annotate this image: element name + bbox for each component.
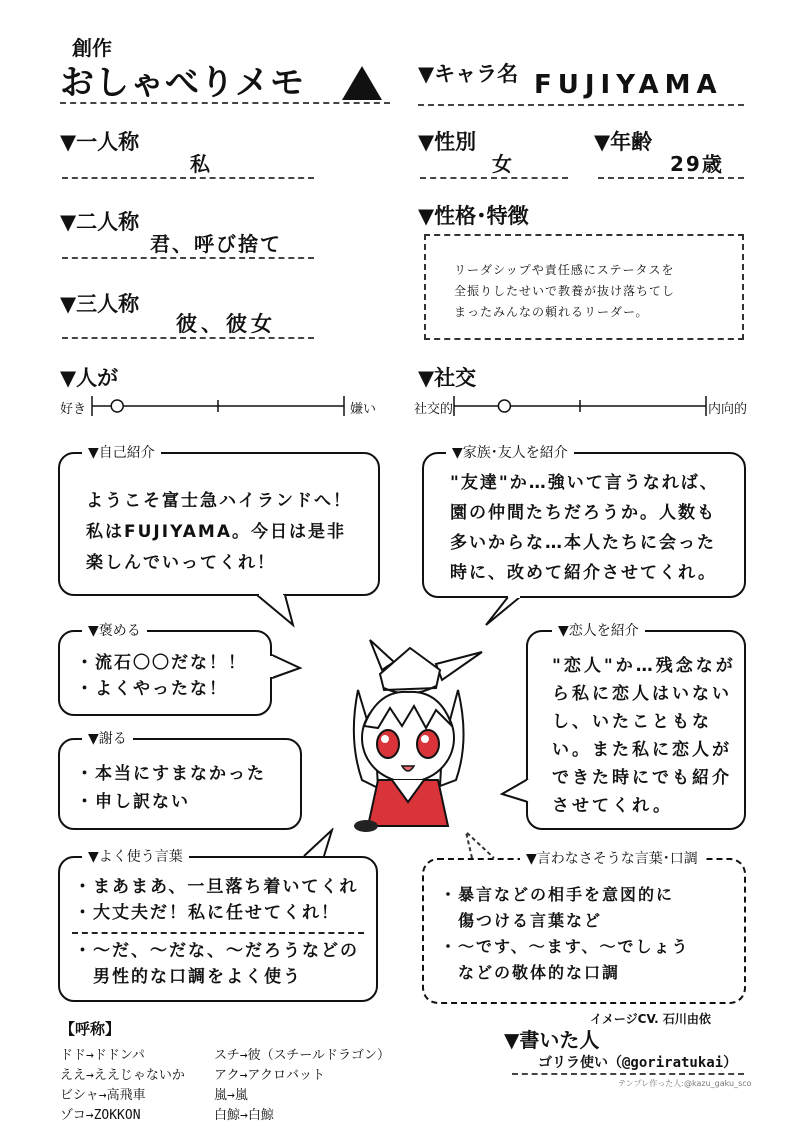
never-label: ▼言わなさそうな言葉･口調 xyxy=(520,848,704,868)
third-person-value: 彼、彼女 xyxy=(176,312,276,336)
frequent-line: ・～だ、～だな、～だろうなどの xyxy=(74,941,359,961)
apology-line: ・本当にすまなかった xyxy=(76,764,266,784)
age-label: ▼年齢 xyxy=(594,130,653,154)
triangle-icon xyxy=(340,64,384,102)
apology-bubble xyxy=(58,731,302,830)
praise-line: ・よくやったな！ xyxy=(76,679,228,699)
author-name: ゴリラ使い（@goriratukai） xyxy=(538,1055,738,1071)
never-line: 傷つける言葉など xyxy=(440,911,603,930)
social-scale-right: 内向的 xyxy=(708,402,748,417)
header-subtitle: 創作 xyxy=(72,36,112,60)
lover-line: させてくれ。 xyxy=(552,796,674,816)
family-label: ▼家族･友人を紹介 xyxy=(446,442,574,462)
family-line: 時に、改めて紹介させてくれ。 xyxy=(450,563,718,583)
third-person-underline xyxy=(62,337,314,339)
name-label: ▼キャラ名 xyxy=(418,62,519,86)
nickname-item: 白鯨→白鯨 xyxy=(214,1108,274,1123)
never-line: ・～です、～ます、～でしょう xyxy=(440,937,690,956)
lover-line: できた時にでも紹介 xyxy=(552,768,732,788)
author-underline xyxy=(512,1073,744,1075)
author-label: ▼書いた人 xyxy=(504,1028,600,1052)
second-person-label: ▼二人称 xyxy=(60,210,140,234)
frequent-label: ▼よく使う言葉 xyxy=(82,846,189,866)
lover-bubble-tail xyxy=(500,776,530,806)
personality-box xyxy=(424,234,744,340)
apology-line: ・申し訳ない xyxy=(76,792,190,812)
people-scale-marker xyxy=(111,400,123,412)
family-bubble-tail xyxy=(484,594,524,628)
name-underline xyxy=(418,104,744,106)
family-bubble xyxy=(422,445,746,598)
gender-underline xyxy=(420,177,568,179)
never-line: などの敬体的な口調 xyxy=(440,963,621,982)
intro-line: 楽しんでいってくれ！ xyxy=(86,553,276,573)
age-underline xyxy=(598,177,744,179)
second-person-underline xyxy=(62,257,314,259)
family-line: "友達"か…強いて言うなれば、 xyxy=(450,473,719,493)
age-value: 29歳 xyxy=(670,152,724,176)
lover-bubble xyxy=(526,623,746,830)
template-credit: テンプレ作った人:@kazu_gaku_sco xyxy=(618,1079,752,1088)
praise-line: ・流石〇〇だな！！ xyxy=(76,653,247,673)
family-line: 多いからな…本人たちに会った xyxy=(450,533,716,553)
nickname-item: ええ→ええじゃないか xyxy=(60,1068,185,1083)
never-line: ・暴言などの相手を意図的に xyxy=(440,885,675,904)
first-person-underline xyxy=(62,177,314,179)
nickname-item: ゾコ→ZOKKON xyxy=(60,1108,141,1123)
lover-line: "恋人"か…残念なが xyxy=(552,656,736,676)
lover-line: し、いたこともな xyxy=(552,712,712,732)
praise-bubble xyxy=(58,623,272,716)
personality-line: まったみんなの頼れるリーダー。 xyxy=(454,305,649,319)
social-scale xyxy=(452,392,708,420)
intro-bubble xyxy=(58,445,380,596)
never-bubble-tail xyxy=(464,830,504,860)
people-scale-right: 嫌い xyxy=(350,402,377,417)
frequent-line: ・まあまあ、一旦落ち着いてくれ xyxy=(74,877,359,897)
frequent-line: 男性的な口調をよく使う xyxy=(74,967,302,987)
personality-line: リーダシップや責任感にステータスを xyxy=(454,263,675,277)
nickname-item: ビシャ→高飛車 xyxy=(60,1088,146,1103)
lover-line: い。また私に恋人が xyxy=(552,740,732,760)
praise-label: ▼褒める xyxy=(82,620,147,640)
frequent-line: ・大丈夫だ！私に任せてくれ！ xyxy=(74,903,340,923)
people-scale-left: 好き xyxy=(60,402,87,417)
nickname-item: 嵐→嵐 xyxy=(214,1088,248,1103)
title-underline xyxy=(60,102,390,104)
first-person-label: ▼一人称 xyxy=(60,130,140,154)
praise-bubble-tail xyxy=(270,652,304,682)
intro-bubble-tail xyxy=(255,592,305,628)
frequent-bubble-tail xyxy=(298,828,338,858)
gender-value: 女 xyxy=(492,152,514,176)
nickname-item: ドド→ドドンパ xyxy=(60,1048,145,1063)
people-scale-label: ▼人が xyxy=(60,366,119,390)
third-person-label: ▼三人称 xyxy=(60,292,140,316)
social-scale-label: ▼社交 xyxy=(418,366,477,390)
family-line: 園の仲間たちだろうか。人数も xyxy=(450,503,716,523)
social-scale-marker xyxy=(498,400,510,412)
intro-line: 私はFUJIYAMA。今日は是非 xyxy=(86,522,346,542)
lover-label: ▼恋人を紹介 xyxy=(552,620,645,640)
lover-line: ら私に恋人はいない xyxy=(552,684,732,704)
character-name: FUJIYAMA xyxy=(534,70,723,100)
first-person-value: 私 xyxy=(190,152,212,176)
nickname-item: スチ→彼（スチールドラゴン） xyxy=(214,1048,391,1063)
gender-label: ▼性別 xyxy=(418,130,477,154)
personality-line: 全振りしたせいで教養が抜け落ちてし xyxy=(454,284,675,298)
people-scale xyxy=(90,392,346,420)
intro-line: ようこそ富士急ハイランドへ！ xyxy=(86,491,352,511)
social-scale-left: 社交的 xyxy=(414,402,454,417)
nickname-item: アク→アクロバット xyxy=(214,1068,326,1083)
apology-label: ▼謝る xyxy=(82,728,133,748)
intro-label: ▼自己紹介 xyxy=(82,442,161,462)
nicknames-label: 【呼称】 xyxy=(60,1020,121,1038)
personality-label: ▼性格･特徴 xyxy=(418,204,529,228)
second-person-value: 君、呼び捨て xyxy=(150,232,282,256)
voice-credit: イメージCV. 石川由依 xyxy=(590,1012,711,1026)
frequent-divider xyxy=(72,932,364,934)
character-illustration xyxy=(318,630,498,840)
page-title: おしゃべりメモ xyxy=(60,63,305,103)
frequent-bubble xyxy=(58,849,378,1002)
never-bubble xyxy=(422,851,746,1004)
